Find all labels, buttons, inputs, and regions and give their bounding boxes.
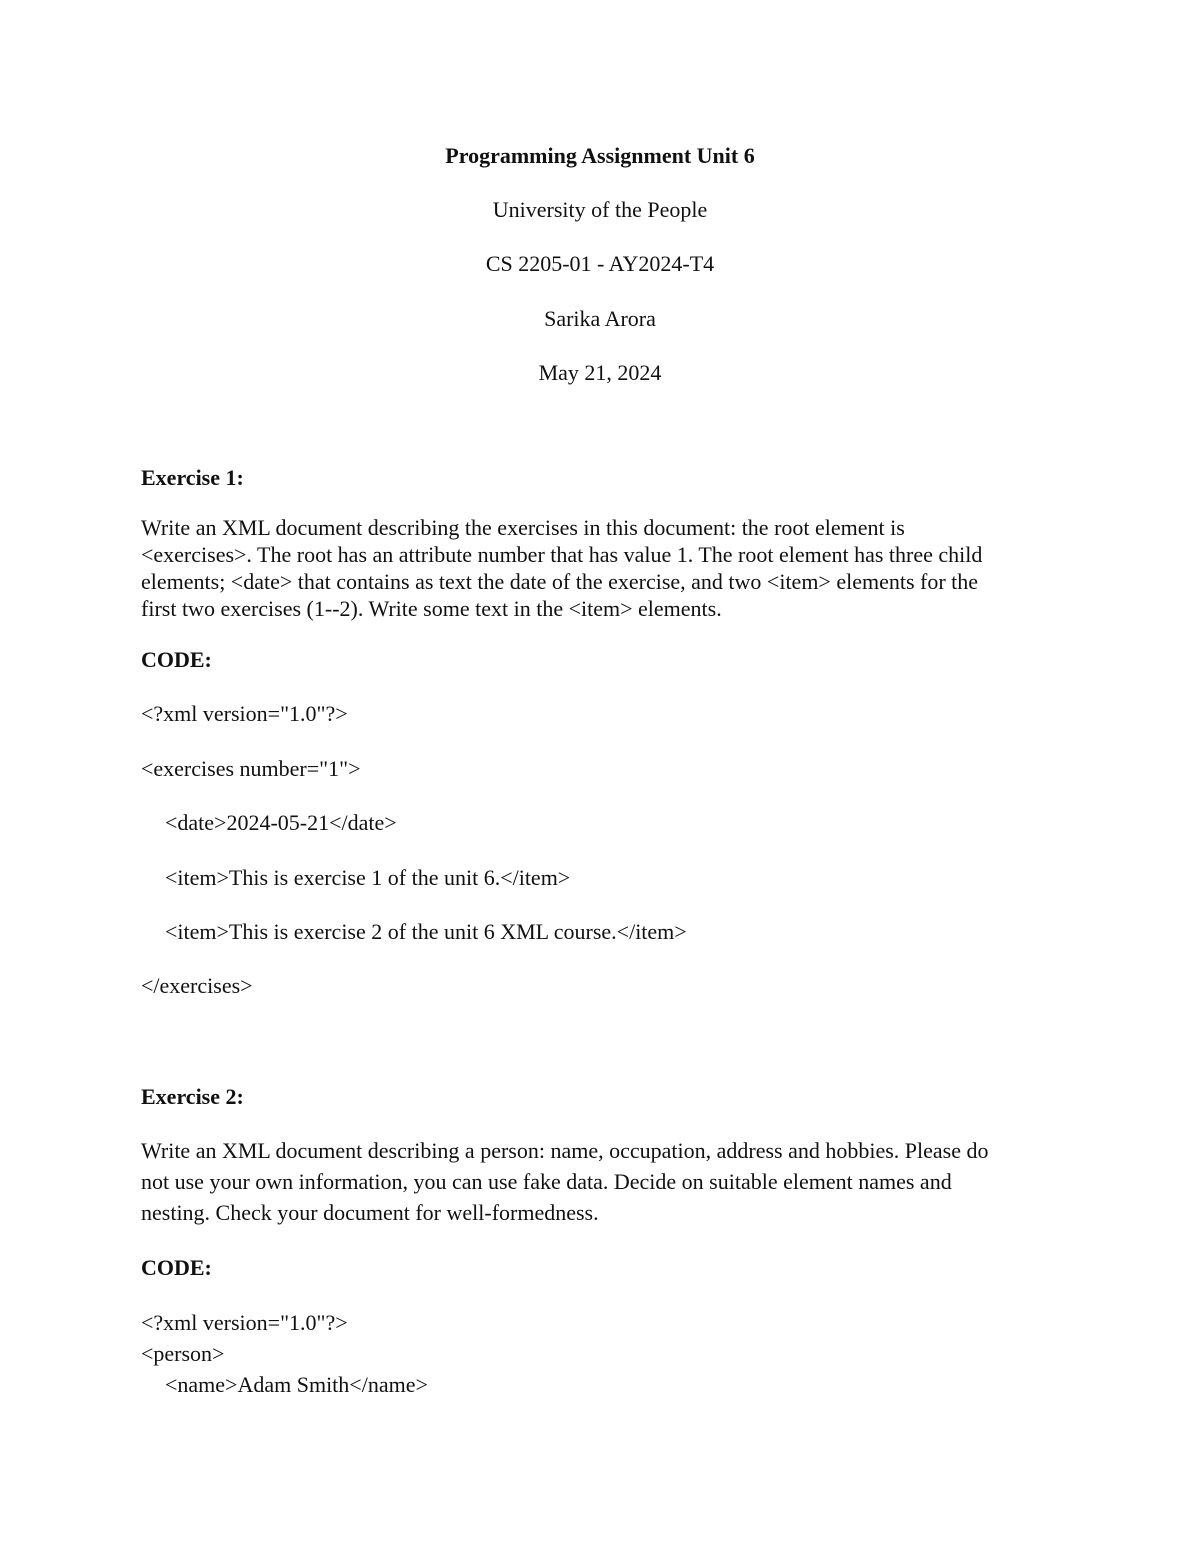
exercise-2-heading: Exercise 2: <box>141 1084 244 1109</box>
exercise-1-code-line: <exercises number="1"> <box>141 756 361 781</box>
exercise-1-heading: Exercise 1: <box>141 465 244 490</box>
author-name: Sarika Arora <box>544 306 656 331</box>
exercise-2-code-label: CODE: <box>141 1255 212 1280</box>
exercise-1-code-line: <?xml version="1.0"?> <box>141 701 348 726</box>
exercise-1-description-line: first two exercises (1--2). Write some text in the <item> elements. <box>141 596 722 621</box>
exercise-1-code-line: <item>This is exercise 2 of the unit 6 XML course.</item> <box>165 919 687 944</box>
exercise-1-code-line: <item>This is exercise 1 of the unit 6.</item> <box>165 865 571 890</box>
exercise-2-code-line: <person> <box>141 1341 225 1366</box>
exercise-2-code-line: <?xml version="1.0"?> <box>141 1310 348 1335</box>
exercise-1-code-label: CODE: <box>141 647 212 672</box>
document-title: Programming Assignment Unit 6 <box>445 143 755 168</box>
exercise-1-description-line: Write an XML document describing the exercises in this document: the root element is <box>141 515 905 540</box>
exercise-2-code-line: <name>Adam Smith</name> <box>165 1372 428 1397</box>
course-code: CS 2205-01 - AY2024-T4 <box>485 251 715 276</box>
university-name: University of the People <box>492 197 708 222</box>
exercise-2-description-line: nesting. Check your document for well-formedness. <box>141 1200 599 1225</box>
exercise-1-code-line: <date>2024-05-21</date> <box>165 810 397 835</box>
exercise-1-code-line: </exercises> <box>141 973 253 998</box>
exercise-1-description-line: <exercises>. The root has an attribute number that has value 1. The root element has three child <box>141 542 983 567</box>
exercise-2-description-line: Write an XML document describing a person: name, occupation, address and hobbies. Please do <box>141 1138 989 1163</box>
exercise-1-description-line: elements; <date> that contains as text the date of the exercise, and two <item> elements for the <box>141 569 979 594</box>
document-date: May 21, 2024 <box>538 360 662 385</box>
exercise-2-description-line: not use your own information, you can use fake data. Decide on suitable element names and <box>141 1169 952 1194</box>
